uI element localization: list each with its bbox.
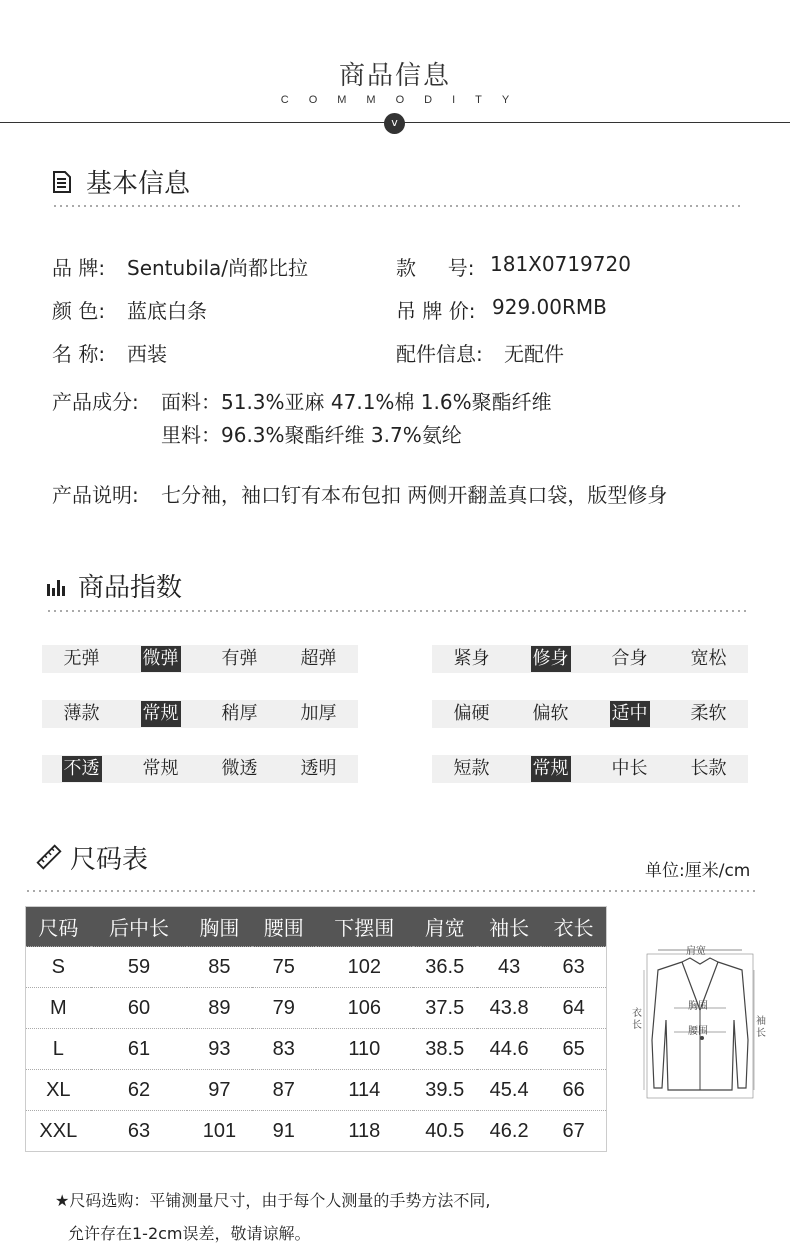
table-cell: 93 xyxy=(187,1029,251,1070)
table-cell: S xyxy=(26,947,91,988)
index-option-label: 偏硬 xyxy=(453,703,490,724)
table-cell: 83 xyxy=(252,1029,316,1070)
table-cell: 89 xyxy=(187,988,251,1029)
index-option xyxy=(200,700,279,728)
index-option-label: 微透 xyxy=(221,758,258,779)
size-table-header-cell: 胸围 xyxy=(187,907,251,947)
index-option-label: 柔软 xyxy=(690,703,727,724)
section-title-basic: 基本信息 xyxy=(86,169,191,199)
index-option-label: 无弹 xyxy=(63,648,100,669)
jacket-diagram xyxy=(630,940,770,1100)
index-option-label: 常规 xyxy=(141,701,181,727)
table-cell: 63 xyxy=(91,1111,188,1152)
index-option-label: 宽松 xyxy=(690,648,727,669)
table-cell: L xyxy=(26,1029,91,1070)
index-option xyxy=(669,700,748,728)
index-row xyxy=(432,700,748,728)
size-table-header-cell: 衣长 xyxy=(541,907,606,947)
size-table xyxy=(25,906,607,1152)
index-option-label: 适中 xyxy=(610,701,650,727)
name-label: 名 称: xyxy=(52,342,106,366)
index-option-label: 不透 xyxy=(62,756,102,782)
index-option xyxy=(121,755,200,783)
table-cell: 36.5 xyxy=(413,947,477,988)
document-icon xyxy=(52,171,72,193)
table-cell: 102 xyxy=(316,947,413,988)
table-cell: 114 xyxy=(316,1070,413,1111)
composition-fabric: 面料：51.3%亚麻 47.1%棉 1.6%聚酯纤维 xyxy=(161,390,552,414)
index-option xyxy=(511,700,590,728)
index-option-selected xyxy=(42,755,121,783)
size-table-header-cell: 尺码 xyxy=(26,907,91,947)
index-option-label: 紧身 xyxy=(453,648,490,669)
dotted-divider xyxy=(46,610,748,612)
table-cell: 101 xyxy=(187,1111,251,1152)
table-cell: 91 xyxy=(252,1111,316,1152)
table-cell: 43 xyxy=(477,947,541,988)
size-table-header-cell: 腰围 xyxy=(252,907,316,947)
table-cell: 87 xyxy=(252,1070,316,1111)
index-option-label: 合身 xyxy=(611,648,648,669)
table-cell: 97 xyxy=(187,1070,251,1111)
table-cell: 67 xyxy=(541,1111,606,1152)
index-option-label: 中长 xyxy=(611,758,648,779)
table-cell: 46.2 xyxy=(477,1111,541,1152)
size-table-header-cell: 后中长 xyxy=(91,907,188,947)
index-row xyxy=(42,645,358,673)
section-title-size: 尺码表 xyxy=(70,845,149,875)
diagram-label-chest: 胸围 xyxy=(688,1001,708,1012)
index-option-label: 偏软 xyxy=(532,703,569,724)
index-option-label: 常规 xyxy=(142,758,179,779)
index-option-label: 短款 xyxy=(453,758,490,779)
table-cell: M xyxy=(26,988,91,1029)
table-cell: 85 xyxy=(187,947,251,988)
style-value: 181X0719720 xyxy=(490,252,631,276)
table-cell: 37.5 xyxy=(413,988,477,1029)
table-cell: XL xyxy=(26,1070,91,1111)
composition-label: 产品成分: xyxy=(52,390,139,414)
table-cell: 79 xyxy=(252,988,316,1029)
style-label: 款 号: xyxy=(396,256,475,280)
name-value: 西装 xyxy=(127,342,167,366)
index-option xyxy=(279,645,358,673)
accessory-label: 配件信息: xyxy=(396,342,483,366)
table-row xyxy=(26,1070,607,1111)
accessory-value: 无配件 xyxy=(504,342,564,366)
table-row xyxy=(26,947,607,988)
index-option xyxy=(432,645,511,673)
index-option-selected xyxy=(590,700,669,728)
index-option xyxy=(200,645,279,673)
index-option xyxy=(279,700,358,728)
chevron-down-icon: v xyxy=(384,113,405,134)
page-subtitle: COMMODITY xyxy=(280,94,530,106)
ruler-icon xyxy=(36,844,62,870)
table-cell: 45.4 xyxy=(477,1070,541,1111)
index-option-label: 透明 xyxy=(300,758,337,779)
section-title-index: 商品指数 xyxy=(78,573,183,603)
table-cell: 40.5 xyxy=(413,1111,477,1152)
table-cell: 66 xyxy=(541,1070,606,1111)
size-table-header xyxy=(26,907,607,947)
color-value: 蓝底白条 xyxy=(127,299,207,323)
index-option xyxy=(432,755,511,783)
dotted-divider xyxy=(25,890,755,892)
table-cell: 59 xyxy=(91,947,188,988)
table-row xyxy=(26,1029,607,1070)
size-table-header-cell: 袖长 xyxy=(477,907,541,947)
index-option-label: 稍厚 xyxy=(221,703,258,724)
index-option-label: 修身 xyxy=(531,646,571,672)
table-cell: 60 xyxy=(91,988,188,1029)
table-cell: 110 xyxy=(316,1029,413,1070)
index-option-label: 薄款 xyxy=(63,703,100,724)
index-option-label: 微弹 xyxy=(141,646,181,672)
composition-lining: 里料：96.3%聚酯纤维 3.7%氨纶 xyxy=(161,423,462,447)
unit-label: 单位:厘米/cm xyxy=(645,861,751,881)
table-cell: 39.5 xyxy=(413,1070,477,1111)
index-option-label: 常规 xyxy=(531,756,571,782)
table-cell: 75 xyxy=(252,947,316,988)
table-row xyxy=(26,1111,607,1152)
index-option-selected xyxy=(121,645,200,673)
diagram-label-waist: 腰围 xyxy=(688,1026,708,1037)
table-row xyxy=(26,988,607,1029)
diagram-label-shoulder: 肩宽 xyxy=(686,946,706,957)
dotted-divider xyxy=(52,205,744,207)
table-cell: 61 xyxy=(91,1029,188,1070)
size-note-line-2: 允许存在1-2cm误差，敬请谅解。 xyxy=(68,1224,311,1243)
index-option xyxy=(590,645,669,673)
index-option-selected xyxy=(511,755,590,783)
size-table-header-cell: 肩宽 xyxy=(413,907,477,947)
table-cell: 118 xyxy=(316,1111,413,1152)
size-table-header-cell: 下摆围 xyxy=(316,907,413,947)
brand-label: 品 牌: xyxy=(52,256,106,280)
index-row xyxy=(432,645,748,673)
table-cell: 44.6 xyxy=(477,1029,541,1070)
price-value: 929.00RMB xyxy=(492,295,607,319)
diagram-label-length: 衣长 xyxy=(632,1008,642,1031)
table-cell: 64 xyxy=(541,988,606,1029)
index-option xyxy=(200,755,279,783)
color-label: 颜 色: xyxy=(52,299,106,323)
description-label: 产品说明: xyxy=(52,483,139,507)
table-cell: 65 xyxy=(541,1029,606,1070)
index-option xyxy=(669,645,748,673)
index-option-label: 长款 xyxy=(690,758,727,779)
index-option-selected xyxy=(511,645,590,673)
table-cell: 62 xyxy=(91,1070,188,1111)
index-option xyxy=(590,755,669,783)
index-option xyxy=(432,700,511,728)
price-label: 吊 牌 价: xyxy=(396,299,476,323)
table-cell: 43.8 xyxy=(477,988,541,1029)
diagram-label-sleeve: 袖长 xyxy=(756,1016,766,1039)
index-option xyxy=(42,645,121,673)
index-option-label: 有弹 xyxy=(221,648,258,669)
table-cell: 106 xyxy=(316,988,413,1029)
index-option xyxy=(279,755,358,783)
description-value: 七分袖，袖口钉有本布包扣 两侧开翻盖真口袋，版型修身 xyxy=(161,483,668,507)
table-cell: 38.5 xyxy=(413,1029,477,1070)
size-note-line-1: ★尺码选购：平铺测量尺寸，由于每个人测量的手势方法不同, xyxy=(55,1191,491,1210)
table-cell: XXL xyxy=(26,1111,91,1152)
index-option-label: 超弹 xyxy=(300,648,337,669)
bar-chart-icon xyxy=(46,578,66,596)
index-option-label: 加厚 xyxy=(300,703,337,724)
brand-value: Sentubila/尚都比拉 xyxy=(127,256,308,280)
index-option-selected xyxy=(121,700,200,728)
index-option xyxy=(669,755,748,783)
index-option xyxy=(42,700,121,728)
index-row xyxy=(42,700,358,728)
table-cell: 63 xyxy=(541,947,606,988)
index-row xyxy=(42,755,358,783)
index-row xyxy=(432,755,748,783)
page-title: 商品信息 xyxy=(338,61,451,91)
